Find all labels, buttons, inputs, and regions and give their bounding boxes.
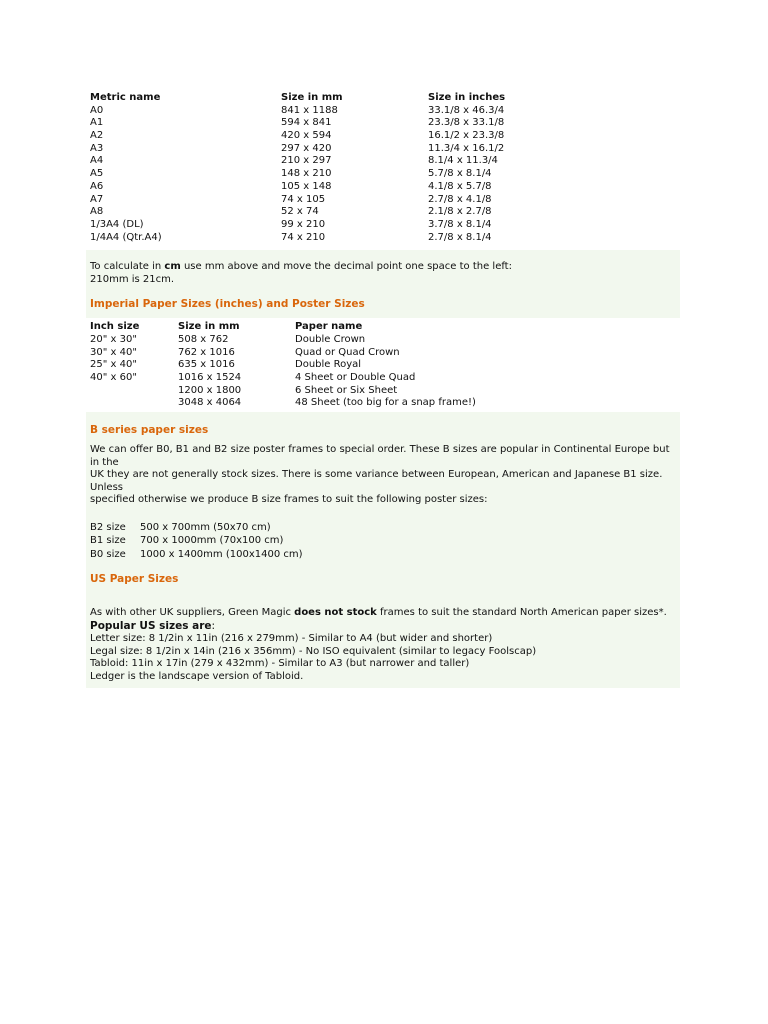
metric-name: 1/4A4 (Qtr.A4) (90, 231, 162, 243)
b-series-line: specified otherwise we produce B size frames to suit the following poster sizes: (90, 494, 488, 506)
metric-name: A6 (90, 180, 104, 192)
inch-size (86, 385, 178, 398)
size-mm: 594 x 841 (281, 117, 332, 129)
table-row (86, 105, 680, 118)
size-inches: 33.1/8 x 46.3/4 (428, 104, 505, 116)
size-mm: 105 x 148 (281, 180, 332, 192)
cm-note-example: 210mm is 21cm. (90, 274, 175, 286)
size-inches: 4.1/8 x 5.7/8 (428, 180, 492, 192)
size-mm: 1200 x 1800 (178, 384, 242, 396)
b-series-line: UK they are not generally stock sizes. There is some variance between European, American and Japanese B1 size. Unless (90, 469, 663, 493)
imperial-header-inch: Inch size (90, 321, 140, 333)
size-inches: 16.1/2 x 23.3/8 (428, 130, 505, 142)
b-size-value: 1000 x 1400mm (100x1400 cm) (140, 548, 303, 560)
cm-note-text: To calculate in (90, 261, 165, 273)
b-series-paragraph (86, 444, 680, 507)
metric-name: A3 (90, 142, 104, 154)
size-mm: 52 x 74 (281, 206, 319, 218)
us-intro (86, 607, 680, 620)
size-inches: 11.3/4 x 16.1/2 (428, 142, 505, 154)
inch-size (86, 397, 178, 410)
inch-size: 30" x 40" (90, 346, 137, 358)
size-mm: 210 x 297 (281, 155, 332, 167)
table-row (86, 117, 680, 130)
metric-header-mm: Size in mm (281, 92, 343, 103)
size-mm: 841 x 1188 (281, 104, 338, 116)
table-row (86, 397, 680, 410)
cm-note-section (86, 250, 680, 318)
table-row (86, 359, 680, 372)
size-mm: 74 x 105 (281, 193, 326, 205)
size-mm: 635 x 1016 (178, 359, 235, 371)
metric-header-inches: Size in inches (428, 92, 506, 103)
size-inches: 2.7/8 x 4.1/8 (428, 193, 492, 205)
table-row (86, 206, 680, 219)
paper-name: 6 Sheet or Six Sheet (295, 384, 398, 396)
us-popular-colon: : (211, 620, 216, 633)
us-intro-bold: does not stock (294, 607, 377, 619)
b-size-value: 700 x 1000mm (70x100 cm) (140, 535, 284, 547)
metric-name: A7 (90, 193, 104, 205)
size-mm: 508 x 762 (178, 333, 229, 345)
list-item (86, 548, 680, 561)
us-intro-text-2: frames to suit the standard North American paper sizes*. (376, 607, 667, 619)
inch-size: 40" x 60" (90, 372, 137, 383)
metric-name: A2 (90, 130, 104, 142)
size-mm: 74 x 210 (281, 231, 326, 243)
cm-note (86, 250, 680, 288)
size-mm: 1016 x 1524 (178, 372, 242, 383)
paper-name: 48 Sheet (too big for a snap frame!) (295, 397, 476, 409)
imperial-header-row (86, 321, 680, 334)
size-mm: 762 x 1016 (178, 346, 235, 358)
table-row (86, 372, 680, 385)
list-item (86, 534, 680, 547)
us-size-line: Legal size: 8 1/2in x 14in (216 x 356mm) - No ISO equivalent (similar to legacy Foolscap) (90, 645, 537, 657)
size-inches: 23.3/8 x 33.1/8 (428, 117, 505, 129)
metric-name: A5 (90, 168, 104, 180)
table-row (86, 143, 680, 156)
metric-name: A8 (90, 206, 104, 218)
paper-name: Quad or Quad Crown (295, 346, 400, 358)
us-size-line: Tabloid: 11in x 17in (279 x 432mm) - Similar to A3 (but narrower and taller) (90, 658, 470, 670)
b-size-label: B0 size (90, 548, 126, 560)
paper-name: Double Royal (295, 359, 362, 371)
table-row (86, 385, 680, 398)
us-intro-text: As with other UK suppliers, Green Magic (90, 607, 295, 619)
size-inches: 2.7/8 x 8.1/4 (428, 231, 492, 243)
size-inches: 5.7/8 x 8.1/4 (428, 168, 492, 180)
us-popular-label (86, 620, 680, 633)
metric-header-row (86, 92, 680, 105)
table-row (86, 347, 680, 360)
us-heading: US Paper Sizes (90, 573, 179, 586)
list-item (86, 521, 680, 534)
size-mm: 3048 x 4064 (178, 397, 242, 409)
table-row (86, 334, 680, 347)
b-size-value: 500 x 700mm (50x70 cm) (140, 522, 271, 534)
us-size-line: Ledger is the landscape version of Tabloid. (90, 671, 304, 683)
imperial-header-name: Paper name (295, 321, 363, 333)
paper-name: 4 Sheet or Double Quad (295, 372, 416, 383)
metric-header-name: Metric name (90, 92, 161, 103)
size-inches: 2.1/8 x 2.7/8 (428, 206, 492, 218)
size-inches: 3.7/8 x 8.1/4 (428, 218, 492, 230)
metric-table (86, 92, 680, 244)
table-row (86, 181, 680, 194)
table-row (86, 130, 680, 143)
us-popular-bold: Popular US sizes are (90, 620, 212, 633)
size-mm: 148 x 210 (281, 168, 332, 180)
size-inches: 8.1/4 x 11.3/4 (428, 155, 498, 167)
paper-sizes-document (86, 92, 680, 688)
metric-name: 1/3A4 (DL) (90, 218, 144, 230)
inch-size: 25" x 40" (90, 359, 137, 371)
cm-note-text-2: use mm above and move the decimal point one space to the left: (180, 261, 512, 273)
table-row (86, 168, 680, 181)
imperial-table (86, 318, 680, 410)
metric-name: A4 (90, 155, 104, 167)
size-mm: 297 x 420 (281, 142, 332, 154)
us-size-line: Letter size: 8 1/2in x 11in (216 x 279mm) - Similar to A4 (but wider and shorter) (90, 632, 493, 644)
b-series-heading: B series paper sizes (90, 424, 209, 437)
size-mm: 420 x 594 (281, 130, 332, 142)
imperial-header-mm: Size in mm (178, 321, 240, 333)
table-row (86, 194, 680, 207)
b-series-line: We can offer B0, B1 and B2 size poster frames to special order. These B sizes are popular in Continental Europe but in the (90, 444, 670, 468)
b-size-label: B2 size (90, 522, 126, 534)
paper-name: Double Crown (295, 333, 366, 345)
cm-note-bold: cm (164, 261, 181, 273)
imperial-heading: Imperial Paper Sizes (inches) and Poster Sizes (90, 298, 365, 311)
metric-name: A0 (90, 104, 104, 116)
b-size-label: B1 size (90, 535, 126, 547)
metric-name: A1 (90, 117, 104, 129)
size-mm: 99 x 210 (281, 218, 326, 230)
inch-size: 20" x 30" (90, 333, 137, 345)
table-row (86, 232, 680, 245)
b-size-list (86, 521, 680, 561)
b-and-us-section (86, 412, 680, 688)
table-row (86, 219, 680, 232)
table-row (86, 155, 680, 168)
